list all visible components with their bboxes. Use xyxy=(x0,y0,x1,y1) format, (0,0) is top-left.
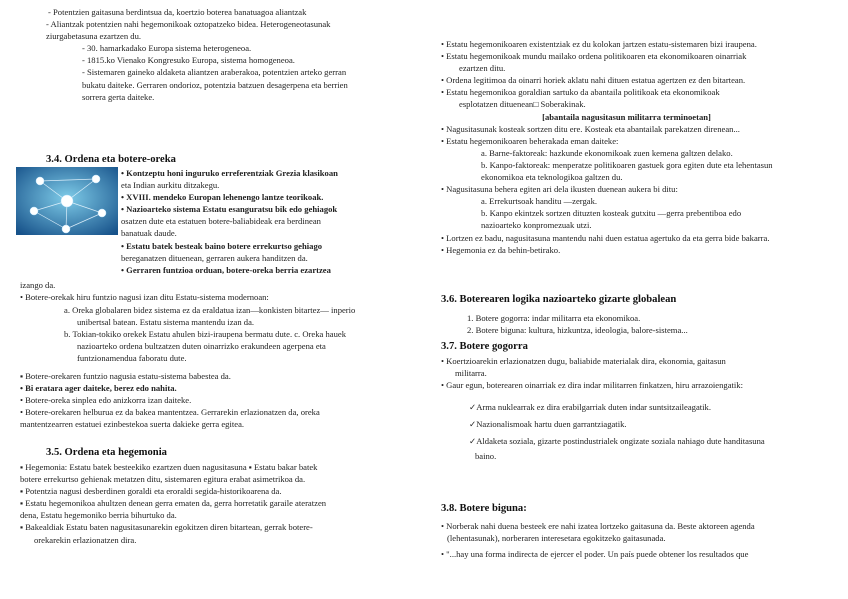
text-line: osatzen dute eta estatuen botere-baliabideak era berdinean xyxy=(121,216,321,227)
text-line: ▪ Potentzia nagusi desberdinen goraldi eta eroraldi segida-historikoarena da. xyxy=(20,486,282,497)
text-line: bereganatzen dituenean, gerraren aukera handitzen da. xyxy=(121,252,308,263)
list-item: b. Tokian-tokiko orekek Estatu ahulen bizi-iraupena bermatu dute. c. Oreka hauek xyxy=(64,329,347,340)
text-line: eta Indian aurkitu ditzakegu. xyxy=(121,180,220,191)
text-line: (lehentasunak), norberaren interesetara egokitzeko gaitasunada. xyxy=(447,533,666,544)
list-item: ✓Aldaketa soziala, gizarte postindustrialek ongizate soziala nahiago dute handitasuna xyxy=(469,436,765,446)
text-line: • Estatu hegemonikoak mundu mailako ordena politikoaren eta ekonomikoaren oinarriak xyxy=(441,51,747,62)
text-line: • Lortzen ez badu, nagusitasuna mantendu nahi duen estatua agertuko da eta gerra bide bakarra. xyxy=(441,232,770,243)
text-line: • Nagusitasunak kosteak sortzen ditu ere. Kosteak eta abantailak parekatzen direnean... xyxy=(441,123,740,134)
list-item: a. Errekurtsoak handitu —zergak. xyxy=(481,196,598,207)
text-line: ▪ Bakealdiak Estatu baten nagusitasunarekin egokitzen diren bitartean, gerrak botere- xyxy=(20,522,313,533)
text-line: • XVIII. mendeko Europan lehenengo lantze teorikoak. xyxy=(121,192,324,203)
text-line: • "...hay una forma indirecta de ejercer el poder. Un país puede obtener los resultados que xyxy=(441,549,749,560)
text-line: • Ordena legitimoa da oinarri horiek aklatu nahi dituen estatua agertzen ez den bitartean. xyxy=(441,75,746,86)
text-line: orekarekin erlazionatzen dira. xyxy=(34,534,137,545)
list-item: - Sistemaren gaineko aldaketa aliantzen araberakoa, potentzien arteko gerran xyxy=(82,67,347,78)
text-line: ▪ Hegemonia: Estatu batek besteekiko ezartzen duen nagusitasuna ▪ Estatu bakar batek xyxy=(20,462,318,472)
text-line: esplotatzen dituenean□ Soberakinak. xyxy=(459,99,586,110)
text-line: ▪ Estatu hegemonikoa ahultzen denean gerra ematen da, gerra horretatik garaile ateratzen xyxy=(20,498,327,509)
section-heading-3-5: 3.5. Ordena eta hegemonia xyxy=(46,447,167,458)
text-line: • Kontzeptu honi inguruko erreferentziak Grezia klasikoan xyxy=(121,168,338,178)
section-heading-3-4: 3.4. Ordena eta botere-oreka xyxy=(46,154,176,165)
list-item: nazioarteko konpromezuak utzi. xyxy=(481,220,592,231)
list-item: a. Oreka globalaren bidez sistema ez da eraldatua izan—konkisten bitartez— inperio xyxy=(64,305,356,315)
text-line: • Bi eratara ager daiteke, berez edo nahita. xyxy=(20,383,177,394)
text-line: • Koertzioarekin erlazionatzen dugu, baliabide materialak dira, ekonomia, gaitasun xyxy=(441,356,726,366)
list-item: ✓Nazionalismoak hartu duen garrantziagatik. xyxy=(469,419,627,429)
text-line: [abantaila nagusitasun militarra terminoetan] xyxy=(542,111,711,122)
text-line: botere errekurtso gehienak metatzen ditu, sistemaren egitura erabat asimetrikoa da. xyxy=(20,474,306,485)
text-line: • Nagusitasuna behera egiten ari dela ikusten duenean aukera bi ditu: xyxy=(441,184,678,195)
text-line: - Potentzien gaitasuna berdintsua da, koertzio boterea banatuagoa aliantzak xyxy=(48,7,307,17)
text-line: • Norberak nahi duena besteek ere nahi izatea lortzeko gaitasuna da. Beste aktoreen agenda xyxy=(441,521,755,531)
network-diagram-image xyxy=(16,167,118,235)
list-item: 2. Botere biguna: kultura, hizkuntza, ideologia, balore-sistema... xyxy=(467,325,688,336)
list-item: ekonomikoa eta teknologikoa galtzen du. xyxy=(481,172,623,183)
text-line: • Botere-orekaren helburua ez da bakea mantentzea. Gerrarekin erlazionatzen da, oreka xyxy=(20,407,320,418)
text-line: • Hegemonia ez da behin-betirako. xyxy=(441,244,561,255)
text-line: • Estatu hegemonikoaren existentziak ez du kolokan jartzen estatu-sistemaren bizi iraupena. xyxy=(441,39,757,49)
text-line: izango da. xyxy=(20,280,56,290)
list-item: b. Kanpo ekintzek sortzen dituzten kosteak gutxitu —gerra prebentiboa edo xyxy=(481,208,742,219)
list-item: ✓Arma nuklearrak ez dira erabilgarriak duten indar suntsitzaileagatik. xyxy=(469,402,711,412)
list-item: unibertsal batean. Estatu sistema mantendu izan da. xyxy=(77,317,255,328)
section-heading-3-6: 3.6. Boterearen logika nazioarteko gizarte globalean xyxy=(441,294,677,305)
text-line: • Botere-orekak hiru funtzio nagusi izan ditu Estatu-sistema modernoan: xyxy=(20,292,269,303)
text-line: banatuak daude. xyxy=(121,228,177,239)
text-line: ziurgabetasuna ezartzen du. xyxy=(46,31,142,42)
list-item: 1. Botere gogorra: indar militarra eta ekonomikoa. xyxy=(467,313,641,323)
text-line: • Estatu hegemonikoaren beherakada eman daiteke: xyxy=(441,135,619,146)
text-line: dena, Estatu hegemoniko berria bihurtuko da. xyxy=(20,510,177,521)
text-line: • Estatu batek besteak baino botere errekurtso gehiago xyxy=(121,240,323,251)
text-line: ▪ Botere-orekaren funtzio nagusia estatu-sistema babestea da. xyxy=(20,371,231,381)
list-item: nazioarteko ordena bultzatzen duten oinarrizko erakundeen agerpena eta xyxy=(77,341,326,352)
list-item: b. Kanpo-faktoreak: menperatze politikoaren gastuek gora egiten dute eta lehentasun xyxy=(481,159,773,170)
list-item: - 30. hamarkadako Europa sistema heterogeneoa. xyxy=(82,43,252,54)
text-line: • Estatu hegemonikoa goraldian sartuko da abantaila politikoak eta ekonomikoak xyxy=(441,87,720,98)
text-line: militarra. xyxy=(455,368,487,379)
list-item: a. Barne-faktoreak: hazkunde ekonomikoak zuen kemena galtzen delako. xyxy=(481,147,733,158)
text-line: • Gerraren funtzioa orduan, botere-oreka berria ezartzea xyxy=(121,264,331,275)
list-item: funtzionamendua faboratu dute. xyxy=(77,353,187,364)
section-heading-3-7: 3.7. Botere gogorra xyxy=(441,341,528,352)
text-line: • Botere-oreka sinplea edo anizkorra izan daiteke. xyxy=(20,395,192,406)
text-line: - Aliantzak potentzien nahi hegemonikoak oztopatzeko bidea. Heterogeneotasunak xyxy=(46,19,331,30)
section-heading-3-8: 3.8. Botere biguna: xyxy=(441,503,527,514)
text-line: ezartzen ditu. xyxy=(459,63,506,74)
text-line: • Nazioarteko sistema Estatu esanguratsu bik edo gehiagok xyxy=(121,204,338,215)
list-item: - 1815.ko Vienako Kongresuko Europa, sistema homogeneoa. xyxy=(82,55,295,66)
list-item: baino. xyxy=(475,451,497,461)
list-item: sorrera gerta daiteke. xyxy=(82,91,155,102)
list-item: bukatu daiteke. Gerraren ondorioz, potentzia batzuen desagerpena eta berrien xyxy=(82,79,348,90)
text-line: • Gaur egun, boterearen oinarriak ez dira indar militarren finkatzen, hiru arrazoiengatik: xyxy=(441,380,743,391)
text-line: mantentzearren estatuei ezinbestekoa suerta dakieke gerra egitea. xyxy=(20,419,245,430)
